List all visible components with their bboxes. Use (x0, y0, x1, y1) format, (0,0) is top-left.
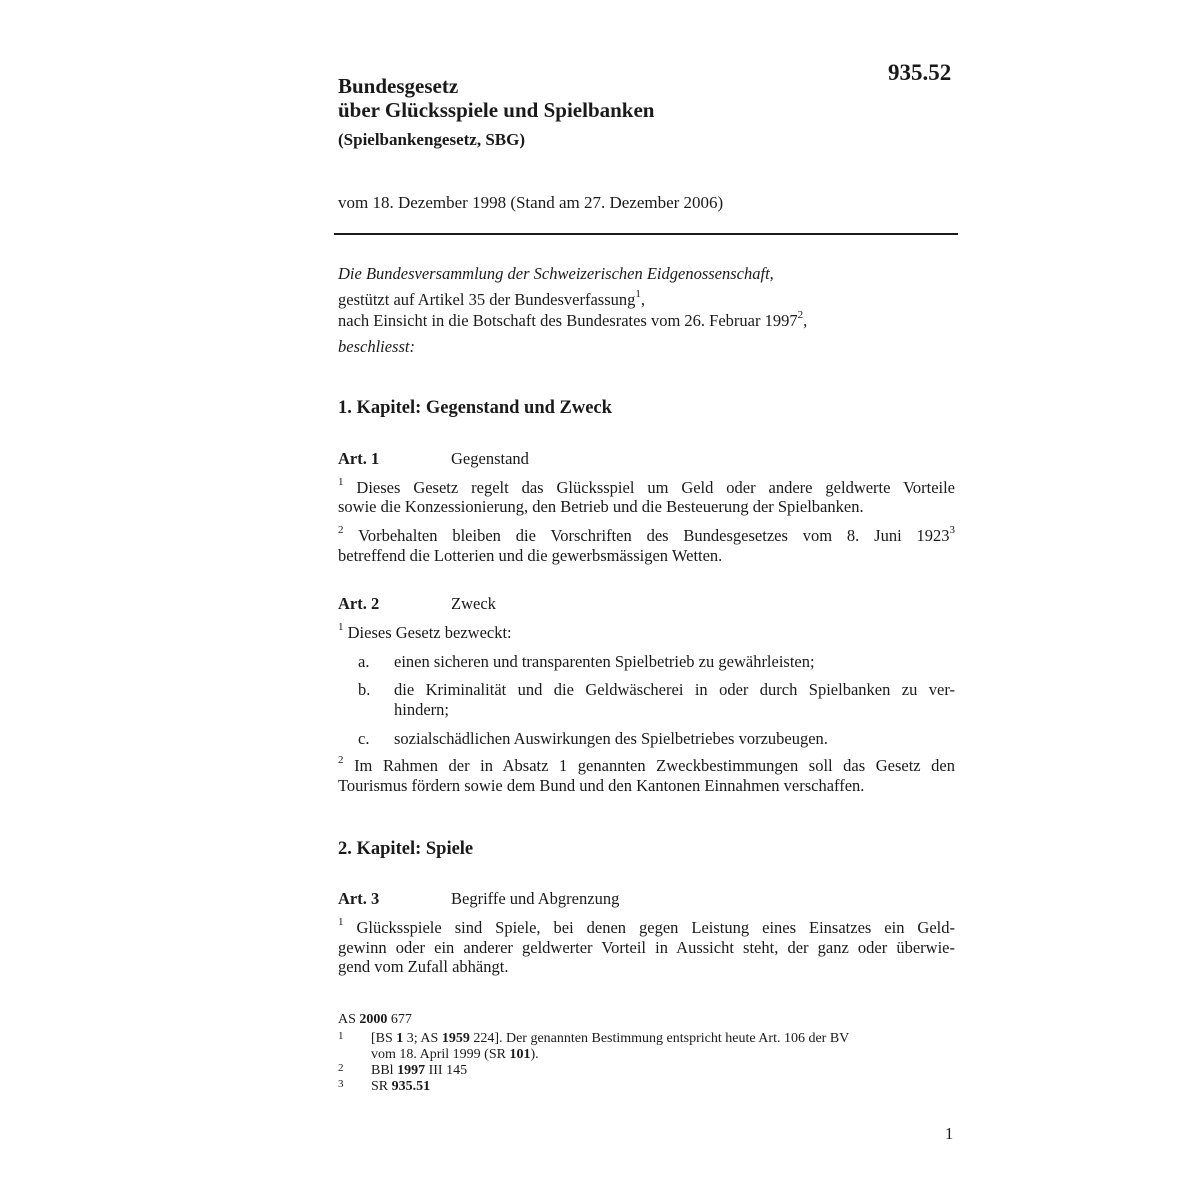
fn1-f: vom 18. April 1999 (SR (371, 1047, 506, 1062)
footnote-ref-1[interactable]: 1 (635, 287, 641, 300)
art-2-para-1 (338, 620, 512, 643)
footnote-ref-3[interactable]: 3 (949, 523, 955, 536)
preamble-line-2 (338, 287, 646, 310)
art-3-title: Begriffe und Abgrenzung (451, 889, 620, 908)
art-1-para-1-line-2: sowie die Konzessionierung, den Betrieb und die Besteuerung der Spielbanken. (338, 497, 864, 516)
fn3-b: 935.51 (391, 1079, 431, 1094)
fn1-b: 1 (396, 1031, 404, 1046)
list-item-a-letter: a. (358, 652, 370, 671)
preamble-line-1: Die Bundesversammlung der Schweizerischen Eidgenossenschaft, (338, 264, 774, 283)
list-item-c-letter: c. (358, 729, 370, 748)
footnote-3-number: 3 (338, 1078, 344, 1090)
chapter-1-heading: 1. Kapitel: Gegenstand und Zweck (338, 398, 612, 418)
art-1-para-2-line-1 (338, 523, 955, 546)
footnote-3-text (371, 1079, 430, 1095)
art-1-para-1-line-1 (338, 475, 956, 498)
page-number: 1 (945, 1124, 954, 1143)
as-year: 2000 (359, 1012, 388, 1027)
list-item-b-text-1: die Kriminalität und die Geldwäscherei in oder durch Spielbanken zu ver- (394, 680, 955, 699)
fn1-h: ). (530, 1047, 539, 1062)
fn1-a: [BS (371, 1031, 393, 1046)
header-rule (334, 233, 958, 235)
art-1-number: Art. 1 (338, 449, 380, 468)
preamble-line-2-tail: , (640, 290, 646, 309)
art-3-para-1-line-3: gend vom Zufall abhängt. (338, 957, 509, 976)
art-3-para-1-text-1: Glücksspiele sind Spiele, bei denen gegen Leistung eines Einsatzes ein Geld- (356, 918, 955, 937)
fn2-c: III 145 (428, 1063, 468, 1078)
list-item-b-letter: b. (358, 680, 371, 699)
art-3-para-1-line-1 (338, 915, 955, 938)
art-1-para-2-line-2: betreffend die Lotterien und die gewerbsmässigen Wetten. (338, 546, 723, 565)
footnote-2-number: 2 (338, 1062, 344, 1074)
art-2-para-1-text: Dieses Gesetz bezweckt: (347, 623, 512, 642)
fn2-b: 1997 (397, 1063, 426, 1078)
title-abbreviation: (Spielbankengesetz, SBG) (338, 130, 526, 149)
preamble-line-3-tail: , (803, 311, 808, 330)
preamble-line-4: beschliesst: (338, 337, 415, 356)
date-line: vom 18. Dezember 1998 (Stand am 27. Dezember 2006) (338, 193, 724, 212)
art-2-number: Art. 2 (338, 594, 380, 613)
fn1-d: 1959 (441, 1031, 470, 1046)
art-3-number: Art. 3 (338, 889, 380, 908)
as-page: 677 (390, 1012, 412, 1027)
preamble-line-3-text: nach Einsicht in die Botschaft des Bundesrates vom 26. Februar 1997 (338, 311, 798, 330)
art-1-para-2-text-1: Vorbehalten bleiben die Vorschriften des Bundesgesetzes vom 8. Juni 1923 (358, 526, 950, 545)
title-line-1: Bundesgesetz (338, 74, 459, 98)
footnote-1-number: 1 (338, 1030, 344, 1042)
list-item-b-text-2: hindern; (394, 700, 449, 719)
fn1-g: 101 (509, 1047, 531, 1062)
fn2-a: BBl (371, 1063, 394, 1078)
art-2-para-2-line-2: Tourismus fördern sowie dem Bund und den Kantonen Einnahmen verschaffen. (338, 776, 865, 795)
para-number: 2 (338, 753, 344, 766)
art-1-title: Gegenstand (451, 449, 529, 468)
para-number: 1 (338, 620, 344, 633)
chapter-2-heading: 2. Kapitel: Spiele (338, 839, 474, 859)
footnote-ref-2[interactable]: 2 (797, 308, 804, 321)
fn1-e: 224]. Der genannten Bestimmung entspricht heute Art. 106 der BV (473, 1031, 850, 1046)
preamble-line-3 (338, 308, 808, 331)
footnote-1-line-2 (371, 1047, 539, 1063)
art-2-para-2-line-1 (338, 753, 955, 776)
para-number: 2 (338, 523, 344, 536)
preamble-line-2-text: gestützt auf Artikel 35 der Bundesverfassung (338, 290, 636, 309)
title-line-2: über Glücksspiele und Spielbanken (338, 98, 655, 122)
sr-number: 935.52 (888, 60, 952, 85)
footnote-2-text (371, 1063, 467, 1079)
footnote-1-line-1 (371, 1031, 849, 1047)
art-3-para-1-line-2: gewinn oder ein anderer geldwerter Vorteil in Aussicht steht, der ganz oder überwie- (338, 938, 955, 957)
list-item-a-text: einen sicheren und transparenten Spielbetrieb zu gewährleisten; (394, 652, 815, 671)
footnote-as (338, 1012, 412, 1028)
art-1-para-1-text-1: Dieses Gesetz regelt das Glücksspiel um Geld oder andere geldwerte Vorteile (356, 478, 956, 497)
para-number: 1 (338, 475, 344, 488)
fn1-c: 3; AS (406, 1031, 439, 1046)
art-2-title: Zweck (451, 594, 496, 613)
fn3-a: SR (371, 1079, 389, 1094)
art-2-para-2-text-1: Im Rahmen der in Absatz 1 genannten Zweckbestimmungen soll das Gesetz den (354, 756, 955, 775)
para-number: 1 (338, 915, 344, 928)
as-prefix: AS (338, 1012, 356, 1027)
list-item-c-text: sozialschädlichen Auswirkungen des Spielbetriebes vorzubeugen. (394, 729, 828, 748)
